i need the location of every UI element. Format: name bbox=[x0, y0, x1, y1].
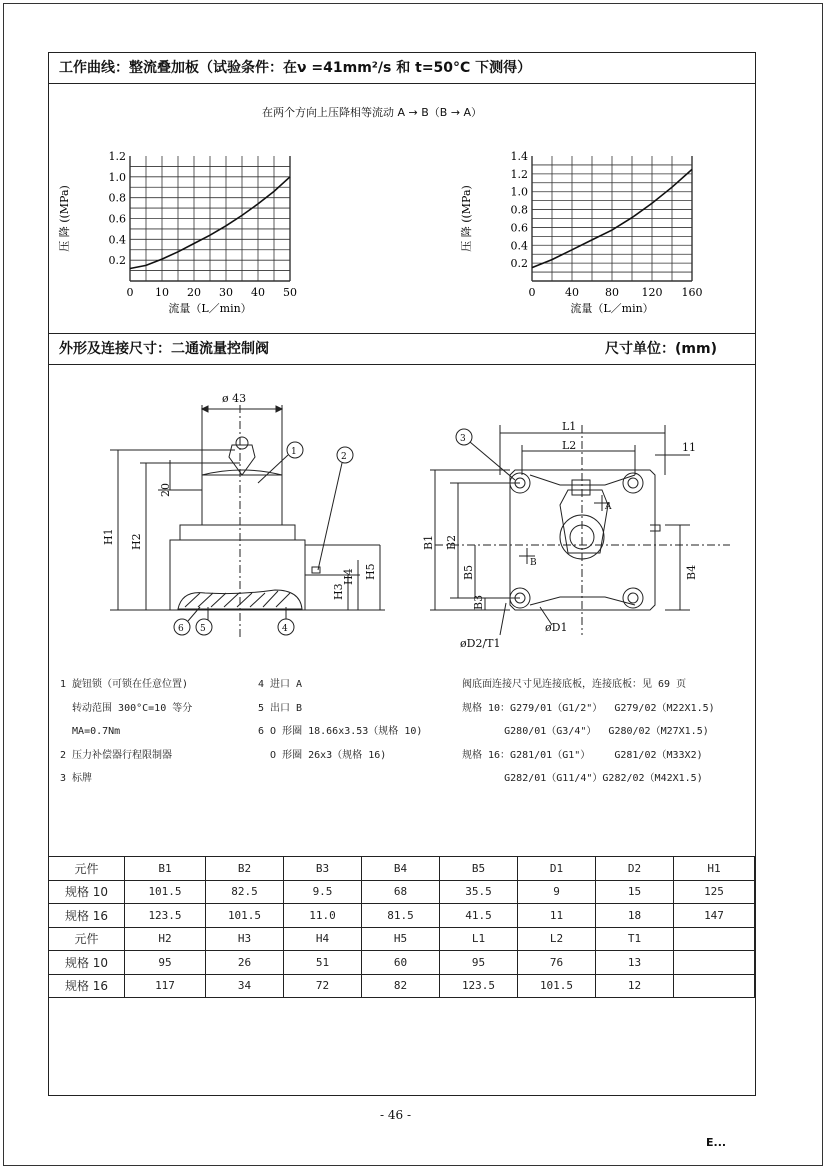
port-a-label: A bbox=[605, 502, 612, 512]
y-tick-label: 0.2 bbox=[108, 254, 126, 268]
note-line: 5 出口 B bbox=[258, 702, 303, 714]
table-cell: 规格 10 bbox=[49, 951, 125, 975]
table-cell: H5 bbox=[362, 927, 440, 951]
table-cell: 101.5 bbox=[125, 880, 206, 904]
y-tick-label: 1.0 bbox=[510, 185, 528, 199]
table-cell: 81.5 bbox=[362, 904, 440, 928]
table-cell: 元件 bbox=[49, 857, 125, 881]
table-cell: 11 bbox=[518, 904, 596, 928]
x-tick-label: 0 bbox=[528, 286, 536, 299]
note-line: 4 进口 A bbox=[258, 679, 303, 690]
note-line: 规格 10：G279/01（G1/2"） G279/02（M22X1.5) bbox=[462, 702, 715, 714]
corner-mark: E... bbox=[706, 1136, 727, 1149]
note-line: 规格 16：G281/01（G1"） G281/02（M33X2) bbox=[462, 749, 703, 761]
x-tick-label: 80 bbox=[605, 286, 619, 299]
table-cell: H4 bbox=[284, 927, 362, 951]
callout-2: 2 bbox=[341, 452, 347, 462]
dim-d1: øD1 bbox=[545, 621, 568, 634]
note-line: 2 压力补偿器行程限制器 bbox=[60, 749, 173, 761]
table-cell: H1 bbox=[674, 857, 755, 881]
valve-drawing bbox=[90, 385, 710, 655]
y-tick-label: 0.6 bbox=[510, 221, 528, 235]
table-cell: 35.5 bbox=[440, 880, 518, 904]
table-cell: 51 bbox=[284, 951, 362, 975]
dim-b2: B2 bbox=[445, 534, 458, 550]
notes-col-2 bbox=[258, 673, 422, 767]
y-tick-label: 0.4 bbox=[108, 233, 126, 247]
x-tick-label: 120 bbox=[641, 286, 663, 299]
x-tick-label: 10 bbox=[155, 286, 169, 299]
note-line: MA=0.7Nm bbox=[60, 726, 121, 737]
y-tick-label: 0.2 bbox=[510, 257, 528, 271]
table-row bbox=[49, 974, 755, 998]
chart-2-marks bbox=[459, 150, 703, 315]
y-tick-label: 0.8 bbox=[108, 191, 126, 205]
dimension-table bbox=[48, 856, 755, 998]
table-cell bbox=[674, 927, 755, 951]
knob-body bbox=[202, 475, 282, 525]
table-cell: B5 bbox=[440, 857, 518, 881]
table-cell: H2 bbox=[125, 927, 206, 951]
y-tick-label: 0.8 bbox=[510, 203, 528, 217]
table-cell: 11.0 bbox=[284, 904, 362, 928]
table-cell: 规格 16 bbox=[49, 974, 125, 998]
table-cell: 95 bbox=[440, 951, 518, 975]
table-cell: 101.5 bbox=[518, 974, 596, 998]
chart-2-grid bbox=[532, 156, 692, 281]
table-row bbox=[49, 951, 755, 975]
table-cell: T1 bbox=[596, 927, 674, 951]
table-cell: 123.5 bbox=[440, 974, 518, 998]
callout-4: 4 bbox=[282, 624, 288, 634]
table-cell: B1 bbox=[125, 857, 206, 881]
unit-label: 尺寸单位：(mm) bbox=[605, 341, 717, 357]
table-cell: 82.5 bbox=[206, 880, 284, 904]
table-cell: 13 bbox=[596, 951, 674, 975]
x-tick-label: 20 bbox=[187, 286, 201, 299]
dim-l1: L1 bbox=[562, 420, 577, 433]
table-cell: 117 bbox=[125, 974, 206, 998]
dim-20: 20 bbox=[159, 483, 172, 497]
dim-b5: B5 bbox=[462, 564, 475, 580]
table-cell: 18 bbox=[596, 904, 674, 928]
x-axis-label: 流量（L／min） bbox=[168, 302, 252, 315]
table-row bbox=[49, 880, 755, 904]
table-cell: 76 bbox=[518, 951, 596, 975]
y-tick-label: 0.4 bbox=[510, 239, 528, 253]
note-line: G282/01（G11/4"）G282/02（M42X1.5) bbox=[462, 773, 703, 784]
note-line: 6 O 形圈 18.66x3.53（规格 10) bbox=[258, 726, 423, 737]
dim-h5: H5 bbox=[364, 563, 377, 580]
x-tick-label: 160 bbox=[681, 286, 703, 299]
notes-col-1 bbox=[60, 673, 192, 791]
chart-2 bbox=[460, 145, 720, 330]
dim-b3: B3 bbox=[472, 594, 485, 610]
y-tick-label: 1.2 bbox=[108, 150, 126, 163]
x-tick-label: 50 bbox=[283, 286, 297, 299]
x-axis-label: 流量（L／min） bbox=[570, 302, 654, 315]
table-cell: 95 bbox=[125, 951, 206, 975]
y-axis-label: 压 降 ((MPa) bbox=[58, 185, 71, 252]
y-axis-label: 压 降 ((MPa) bbox=[460, 185, 473, 252]
x-tick-label: 30 bbox=[219, 286, 233, 299]
charts-caption: 在两个方向上压降相等流动 A → B（B → A） bbox=[262, 106, 483, 119]
table-cell: 15 bbox=[596, 880, 674, 904]
dim-l2: L2 bbox=[562, 439, 577, 452]
y-tick-label: 0.6 bbox=[108, 212, 126, 226]
callout-3: 3 bbox=[460, 434, 466, 444]
dim-b4: B4 bbox=[685, 564, 698, 580]
note-line: 3 标牌 bbox=[60, 773, 93, 784]
dim-h1: H1 bbox=[102, 528, 115, 545]
table-cell: B3 bbox=[284, 857, 362, 881]
valve-plate bbox=[180, 525, 295, 540]
page-number: - 46 - bbox=[380, 1108, 412, 1122]
notes-col-3 bbox=[462, 673, 715, 791]
table-cell: 72 bbox=[284, 974, 362, 998]
table-row bbox=[49, 857, 755, 881]
dim-h3: H3 bbox=[332, 583, 345, 600]
table-row bbox=[49, 927, 755, 951]
y-tick-label: 1.0 bbox=[108, 170, 126, 184]
note-line: O 形圈 26x3（规格 16) bbox=[258, 749, 387, 761]
table-row bbox=[49, 904, 755, 928]
dim-h4: H4 bbox=[342, 568, 355, 585]
table-cell: D2 bbox=[596, 857, 674, 881]
table-cell: 26 bbox=[206, 951, 284, 975]
table-cell: 125 bbox=[674, 880, 755, 904]
chart-1-marks bbox=[57, 150, 297, 315]
table-cell: 规格 10 bbox=[49, 880, 125, 904]
chart-1 bbox=[60, 145, 320, 330]
callout-1: 1 bbox=[291, 447, 297, 457]
dim-phi43: ø 43 bbox=[222, 392, 247, 405]
table-cell: 12 bbox=[596, 974, 674, 998]
table-cell: 规格 16 bbox=[49, 904, 125, 928]
table-cell: H3 bbox=[206, 927, 284, 951]
section-header-curves bbox=[49, 53, 755, 84]
table-cell: B4 bbox=[362, 857, 440, 881]
section-title-curves: 工作曲线：整流叠加板（试验条件：在ν =41mm²/s 和 t=50°C 下测得） bbox=[59, 60, 532, 76]
table-cell: D1 bbox=[518, 857, 596, 881]
table-cell: 82 bbox=[362, 974, 440, 998]
dim-11: 11 bbox=[682, 441, 696, 454]
callout-5: 5 bbox=[200, 624, 206, 634]
table-cell: B2 bbox=[206, 857, 284, 881]
table-cell: 41.5 bbox=[440, 904, 518, 928]
dim-b1: B1 bbox=[422, 534, 435, 550]
note-line: 转动范围 300°C=10 等分 bbox=[60, 702, 193, 714]
note-line: G280/01（G3/4"） G280/02（M27X1.5) bbox=[462, 726, 709, 737]
y-tick-label: 1.2 bbox=[510, 167, 528, 181]
table-cell: 68 bbox=[362, 880, 440, 904]
table-cell: 60 bbox=[362, 951, 440, 975]
y-tick-label: 1.4 bbox=[510, 150, 528, 163]
port-b-label: B bbox=[530, 558, 537, 568]
table-cell: 147 bbox=[674, 904, 755, 928]
table-cell bbox=[674, 974, 755, 998]
table-cell: 101.5 bbox=[206, 904, 284, 928]
table-cell: 34 bbox=[206, 974, 284, 998]
note-line: 1 旋钮锁（可锁在任意位置) bbox=[60, 679, 189, 690]
x-tick-label: 40 bbox=[251, 286, 265, 299]
table-cell: L2 bbox=[518, 927, 596, 951]
table-cell bbox=[674, 951, 755, 975]
dim-d2-t1: øD2/T1 bbox=[460, 637, 501, 650]
table-cell: 123.5 bbox=[125, 904, 206, 928]
x-tick-label: 0 bbox=[126, 286, 134, 299]
table-cell: 9 bbox=[518, 880, 596, 904]
valve-body-side bbox=[170, 540, 305, 610]
table-cell: 元件 bbox=[49, 927, 125, 951]
section-header-dimensions bbox=[49, 333, 755, 365]
callout-6: 6 bbox=[178, 624, 184, 634]
section-title-dimensions: 外形及连接尺寸：二通流量控制阀 bbox=[59, 341, 269, 357]
table-cell: 9.5 bbox=[284, 880, 362, 904]
x-tick-label: 40 bbox=[565, 286, 579, 299]
note-line: 阀底面连接尺寸见连接底板，连接底板：见 69 页 bbox=[462, 679, 687, 690]
dim-h2: H2 bbox=[130, 533, 143, 550]
table-cell: L1 bbox=[440, 927, 518, 951]
